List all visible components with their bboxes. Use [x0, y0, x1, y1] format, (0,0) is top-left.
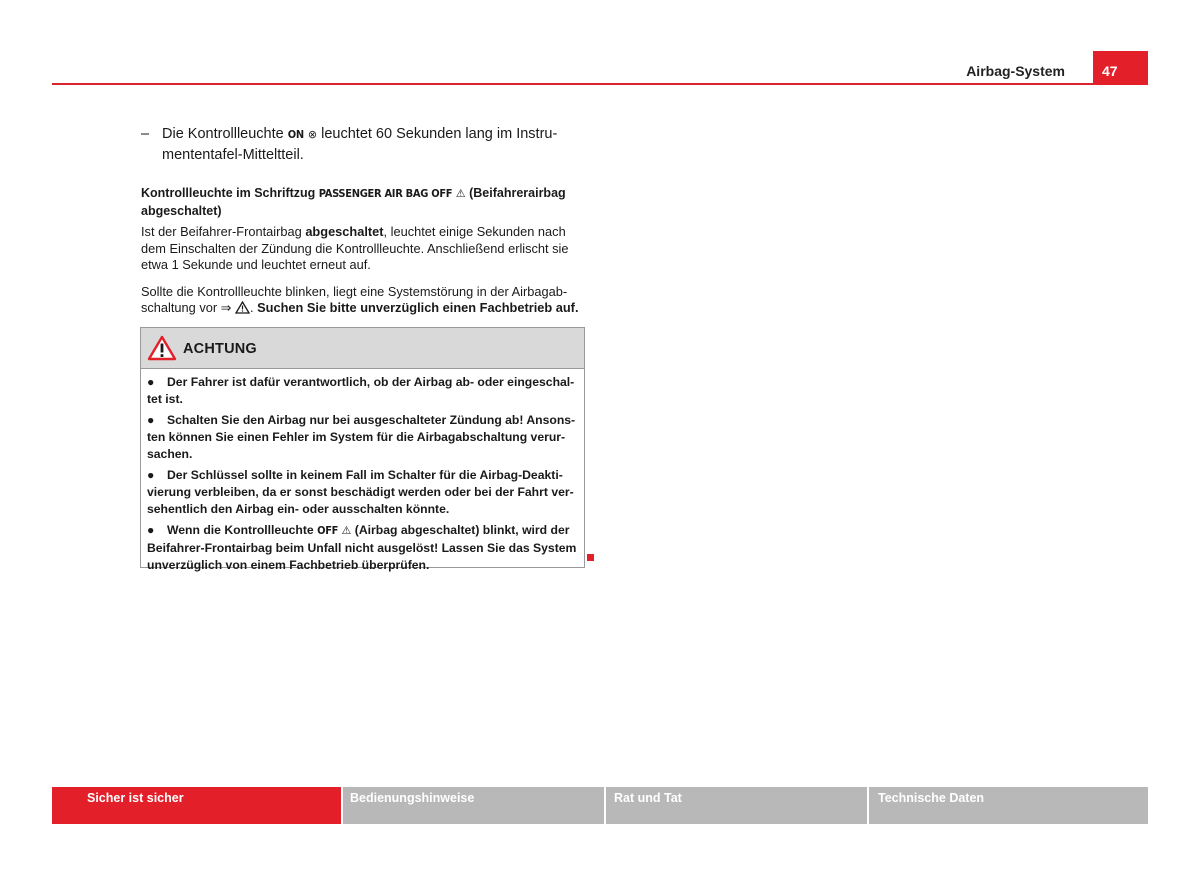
intro-text-after: leuchtet 60 Sekunden lang im Instru- mententafel-Mitteltteil. [162, 126, 558, 163]
warning-item [147, 374, 578, 408]
footer-tab-technische-daten[interactable]: Technische Daten [869, 787, 1148, 824]
warning-item-text: Der Schlüssel sollte in keinem Fall im Schalter für die Airbag-Deakti- vierung verbleiben, da er sonst beschädigt werden oder bei der Fahrt ver- sehentlich den Airbag ein- oder ausschalten könnte. [147, 468, 574, 516]
warning-box [140, 327, 585, 572]
para1-before: Ist der Beifahrer-Frontairbag [141, 224, 306, 239]
warning-item-text: Schalten Sie den Airbag nur bei ausgeschalteter Zündung ab! Ansons- ten können Sie einen Fehler im System für die Airbagabschaltung verur- sachen. [147, 413, 576, 461]
on-label: ON [287, 128, 304, 141]
warning-body [141, 369, 584, 574]
para1-bold: abgeschaltet [305, 224, 384, 239]
warning-item [147, 467, 578, 518]
bullet-marker: ● [147, 375, 155, 389]
dash-marker: – [141, 126, 150, 142]
bullet-marker: ● [147, 468, 155, 482]
header-rule [52, 83, 1148, 85]
footer-tab-bedienungshinweise[interactable]: Bedienungshinweise [343, 787, 604, 824]
passenger-airbag-icon: ⚠ [455, 188, 466, 200]
bullet-marker: ● [147, 413, 155, 427]
warning-triangle-icon [147, 335, 177, 361]
warning-title: ACHTUNG [183, 341, 257, 357]
passenger-airbag-icon: ⚠ [341, 525, 352, 537]
airbag-off-icon: ⊗ [307, 129, 318, 141]
para1-after: , leuchtet einige Sekunden nach dem Einschalten der Zündung die Kontrollleuchte. Anschließend erlischt sie etwa 1 Sekunde und leuchtet erneut auf. [141, 224, 569, 272]
arrow-icon: ⇒ [220, 300, 232, 315]
para2-punct: . [249, 300, 258, 315]
section-title: Airbag-System [966, 63, 1065, 79]
warning-item [147, 412, 578, 463]
footer-tab-sicher-ist-sicher[interactable]: Sicher ist sicher [52, 787, 341, 824]
para2-bold: Suchen Sie bitte unverzüglich einen Fachbetrieb auf. [257, 300, 579, 315]
bullet-marker: ● [147, 523, 155, 537]
paragraph-1 [141, 224, 586, 274]
off-label: OFF [317, 524, 339, 537]
warning-item [147, 522, 578, 574]
subheading-before: Kontrollleuchte im Schriftzug [141, 186, 319, 200]
subheading-after: (Beifahrerairbag abgeschaltet) [141, 186, 566, 218]
paragraph-2 [141, 284, 586, 317]
para2-before: Sollte die Kontrollleuchte blinken, liegt eine Systemstörung in der Airbagab- schaltung vor [141, 283, 568, 315]
warning-item-text: (Airbag abgeschaltet) blinkt, wird der Beifahrer-Frontairbag beim Unfall nicht ausgelöst! Lassen Sie das System unverzüglich von einem Fachbetrieb überprüfen. [147, 523, 577, 572]
intro-bullet [141, 124, 586, 165]
warning-item-text: Der Fahrer ist dafür verantwortlich, ob der Airbag ab- oder eingeschal- tet ist. [147, 375, 575, 406]
end-of-section-marker [587, 554, 594, 561]
subheading [141, 185, 586, 220]
footer-tab-rat-und-tat[interactable]: Rat und Tat [606, 787, 867, 824]
passenger-airbag-off-label: PASSENGER AIR BAG OFF [318, 187, 453, 200]
main-content [141, 124, 586, 327]
warning-item-text: Wenn die Kontrollleuchte [167, 523, 318, 537]
warning-header [141, 328, 584, 369]
warning-triangle-icon [235, 301, 250, 314]
page-number: 47 [1093, 51, 1148, 85]
intro-text-before: Die Kontrollleuchte [162, 126, 288, 142]
